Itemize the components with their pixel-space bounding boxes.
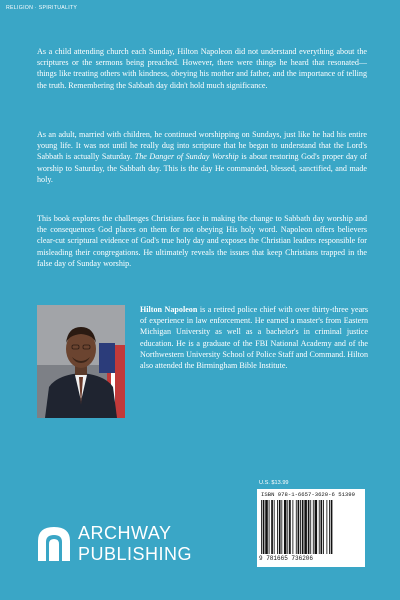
barcode-bar xyxy=(315,500,318,554)
author-portrait-image xyxy=(37,305,125,418)
price-label: U.S. $13.99 xyxy=(259,480,289,486)
barcode-bar xyxy=(263,500,265,554)
barcode-bar xyxy=(284,500,287,554)
isbn-text: ISBN 978-1-6657-3620-6 xyxy=(261,491,335,498)
barcode-bar xyxy=(329,500,330,554)
blurb-paragraph-2-end: is about restoring God's proper day of worship to Saturday, the Sabbath day. This is the day He commanded, blessed, sanctified, and made holy. xyxy=(37,152,367,184)
barcode-bar xyxy=(323,500,324,554)
barcode-bar xyxy=(287,500,288,554)
barcode-bar xyxy=(289,500,291,554)
barcode-bar xyxy=(292,500,293,554)
barcode-bar xyxy=(300,500,301,554)
barcode-bar xyxy=(269,500,270,554)
author-photo xyxy=(37,305,125,418)
barcode-box xyxy=(257,489,365,567)
barcode-bar xyxy=(277,500,278,554)
barcode-bar xyxy=(302,500,304,554)
isbn-number xyxy=(261,491,361,498)
barcode-bar xyxy=(265,500,268,554)
blurb-paragraph-2 xyxy=(37,129,367,185)
blurb-paragraph-2-start: As an adult, married with children, he continued worshipping on Sundays, just like he had his entire young life. It was not until he really dug into scripture that he began to understand that the Lord's Sabbath is actually Saturday. xyxy=(37,130,367,162)
author-bio-text: is a retired police chief with over thirty-three years of experience in law enforcement. He earned a master's from Eastern Michigan University as well as a bachelor's in criminal justice education. He is a graduate of the FBI National Academy and of the Northwestern University School of Police Staff and Command. Hilton also attended the Birmingham Bible Institute. xyxy=(140,305,369,371)
blurb-paragraph-3: This book explores the challenges Christians face in making the change to Sabbath day worship and the consequences God places on them for not obeying His holy word. Napoleon offers believers clear-cut scriptural evidence of God's true holy day and exposes the Christian leaders responsible for misleading their congregations. He ultimately reveals the issues that keep Christians trapped in the false day of Sunday worship. xyxy=(37,214,367,268)
barcode-bar xyxy=(313,500,314,554)
barcode-bar xyxy=(271,500,273,554)
barcode-bar xyxy=(319,500,320,554)
blurb-paragraph-1: As a child attending church each Sunday, Hilton Napoleon did not understand everything about the scriptures or the sermons being preached. However, there were things he heard that resonated—things like treating others with kindness, obeying his mother and father, and the importance of telling the truth. Remembering the Sabbath day didn't hold much significance. xyxy=(37,47,367,90)
publisher-logo xyxy=(36,522,196,570)
barcode-bar xyxy=(304,500,307,554)
archway-arch-icon xyxy=(36,525,72,561)
book-title-italic: The Danger of Sunday Worship xyxy=(134,152,239,162)
barcode-bar xyxy=(274,500,275,554)
barcode-bar xyxy=(310,500,311,554)
publisher-name-line1: ARCHWAY xyxy=(78,523,172,543)
publisher-name-line2: PUBLISHING xyxy=(78,544,193,564)
barcode-bar xyxy=(296,500,297,554)
barcode-bars xyxy=(259,500,363,556)
barcode-bar xyxy=(308,500,310,554)
barcode-bar xyxy=(321,500,323,554)
author-bio xyxy=(140,304,368,371)
price-code: 51399 xyxy=(338,491,356,498)
barcode-bar xyxy=(331,500,333,554)
barcode-bar xyxy=(279,500,281,554)
barcode-bar xyxy=(261,500,262,554)
barcode-bar xyxy=(281,500,282,554)
ean-digits: 9 781665 736206 xyxy=(259,555,314,562)
barcode-bar xyxy=(326,500,327,554)
barcode-bar xyxy=(298,500,300,554)
author-name: Hilton Napoleon xyxy=(140,305,198,314)
category-label: RELIGION · SPIRITUALITY xyxy=(6,5,78,11)
